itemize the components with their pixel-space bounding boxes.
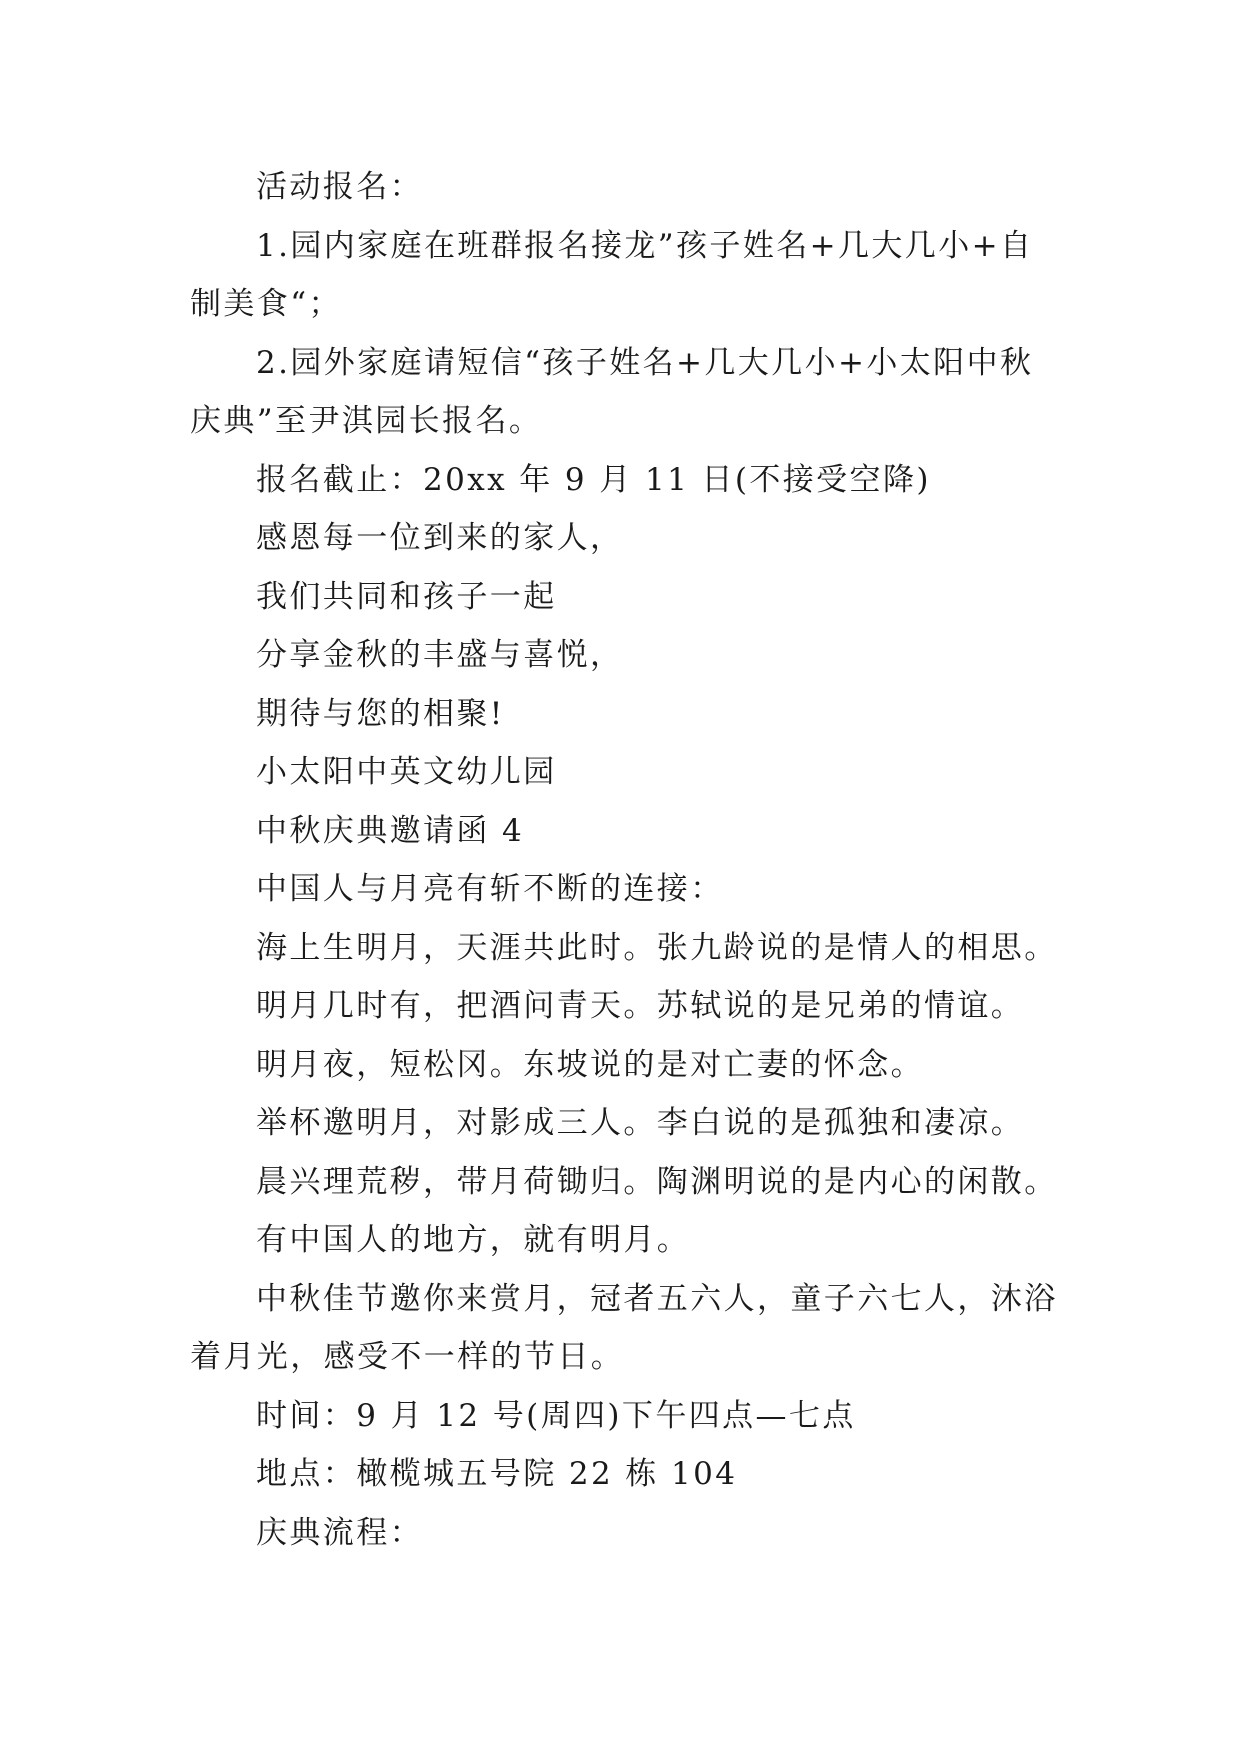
paragraph-poem-5: 晨兴理荒秽，带月荷锄归。陶渊明说的是内心的闲散。	[256, 1163, 1058, 1200]
paragraph-kindergarten-name: 小太阳中英文幼儿园	[256, 754, 557, 790]
paragraph-poem-3: 明月夜，短松冈。东坡说的是对亡妻的怀念。	[256, 1046, 924, 1083]
paragraph-poem-1: 海上生明月，天涯共此时。张九龄说的是情人的相思。	[256, 929, 1058, 966]
paragraph-time: 时间：9 月 12 号(周四)下午四点—七点	[256, 1397, 856, 1434]
paragraph-invitation-title: 中秋庆典邀请函 4	[256, 812, 525, 849]
paragraph-registration-item-2: 2.园外家庭请短信“孩子姓名+几大几小+小太阳中秋庆典”至尹淇园长报名。	[190, 344, 1034, 439]
paragraph-moon-intro: 中国人与月亮有斩不断的连接：	[256, 871, 724, 907]
paragraph-poem-2: 明月几时有，把酒问青天。苏轼说的是兄弟的情谊。	[256, 988, 1025, 1024]
paragraph-registration-item-1: 1.园内家庭在班群报名接龙”孩子姓名+几大几小+自制美食“；	[190, 227, 1034, 322]
paragraph-poem-4: 举杯邀明月，对影成三人。李白说的是孤独和凄凉。	[256, 1105, 1025, 1141]
paragraph-program-heading: 庆典流程：	[256, 1514, 423, 1551]
paragraph-moon-everywhere: 有中国人的地方，就有明月。	[256, 1222, 691, 1258]
paragraph-registration-deadline: 报名截止：20xx 年 9 月 11 日(不接受空降)	[256, 461, 931, 498]
paragraph-look-forward: 期待与您的相聚!	[256, 695, 505, 732]
paragraph-invitation-body: 中秋佳节邀你来赏月，冠者五六人，童子六七人，沐浴着月光，感受不一样的节日。	[190, 1280, 1058, 1375]
paragraph-thanks: 感恩每一位到来的家人，	[256, 520, 624, 556]
paragraph-together: 我们共同和孩子一起	[256, 578, 557, 615]
paragraph-share: 分享金秋的丰盛与喜悦，	[256, 637, 624, 673]
paragraph-location: 地点：橄榄城五号院 22 栋 104	[256, 1456, 738, 1492]
document-body	[190, 158, 1060, 1562]
paragraph-registration-heading: 活动报名：	[256, 169, 423, 205]
